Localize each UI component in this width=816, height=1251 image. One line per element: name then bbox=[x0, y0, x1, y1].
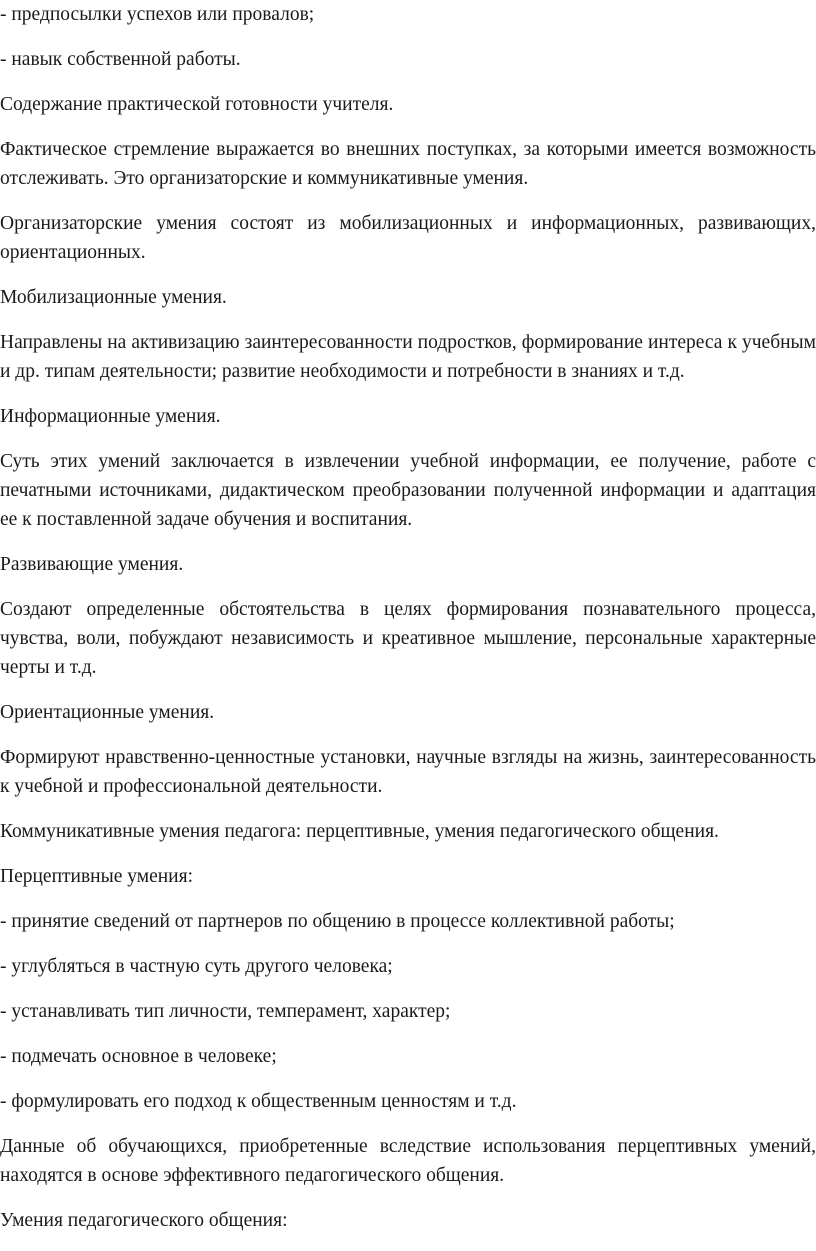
list-item: - устанавливать тип личности, темперамент, характер; bbox=[0, 1001, 451, 1022]
list-item: - предпосылки успехов или провалов; bbox=[0, 4, 315, 25]
list-item: - подмечать основное в человеке; bbox=[0, 1046, 277, 1067]
paragraph: Коммуникативные умения педагога: перцептивные, умения педагогического общения. bbox=[0, 821, 719, 842]
paragraph: Формируют нравственно-ценностные установки, научные взгляды на жизнь, заинтересованность к учебной и профессиональной деятельности. bbox=[0, 747, 816, 797]
paragraph: Создают определенные обстоятельства в целях формирования познавательного процесса, чувства, воли, побуждают независимость и креативное мышление, персональные характерные черты и т.д. bbox=[0, 599, 816, 678]
list-item: - формулировать его подход к общественным ценностям и т.д. bbox=[0, 1091, 517, 1112]
paragraph: Организаторские умения состоят из мобилизационных и информационных, развивающих, ориентационных. bbox=[0, 213, 816, 263]
list-item: - углубляться в частную суть другого человека; bbox=[0, 956, 393, 977]
list-item: - принятие сведений от партнеров по общению в процессе коллективной работы; bbox=[0, 911, 675, 932]
paragraph: Данные об обучающихся, приобретенные вследствие использования перцептивных умений, находятся в основе эффективного педагогического общения. bbox=[0, 1136, 816, 1186]
section-heading: Развивающие умения. bbox=[0, 554, 184, 575]
section-heading: Содержание практической готовности учителя. bbox=[0, 94, 394, 115]
list-item: - навык собственной работы. bbox=[0, 49, 241, 70]
paragraph: Направлены на активизацию заинтересованности подростков, формирование интереса к учебным и др. типам деятельности; развитие необходимости и потребности в знаниях и т.д. bbox=[0, 332, 816, 382]
paragraph: Фактическое стремление выражается во внешних поступках, за которыми имеется возможность отслеживать. Это организаторские и коммуникативные умения. bbox=[0, 139, 816, 189]
section-heading: Перцептивные умения: bbox=[0, 866, 193, 887]
section-heading: Умения педагогического общения: bbox=[0, 1210, 288, 1231]
section-heading: Ориентационные умения. bbox=[0, 702, 215, 723]
section-heading: Информационные умения. bbox=[0, 406, 221, 427]
paragraph: Суть этих умений заключается в извлечении учебной информации, ее получение, работе с печатными источниками, дидактическом преобразовании полученной информации и адаптация ее к поставленной задаче обучения и воспитания. bbox=[0, 451, 816, 530]
section-heading: Мобилизационные умения. bbox=[0, 287, 227, 308]
